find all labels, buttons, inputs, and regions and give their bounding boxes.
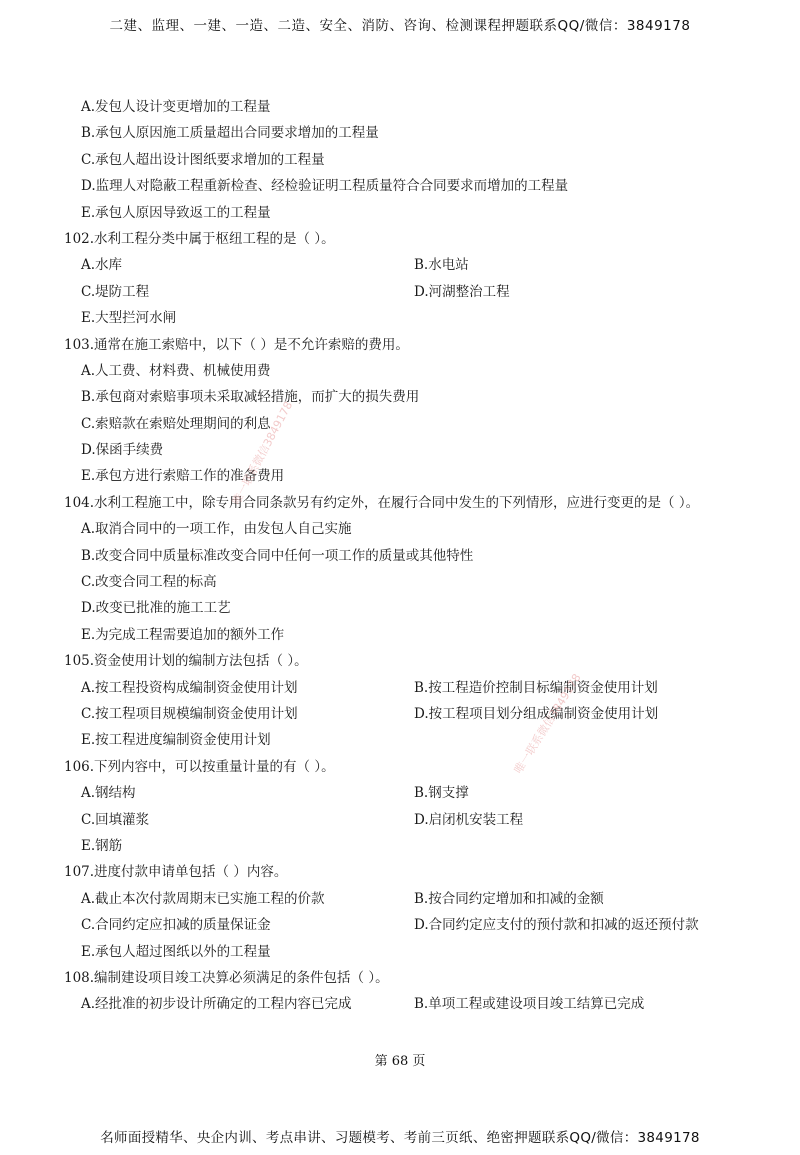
q101-option-d: D.监理人对隐蔽工程重新检查、经检验证明工程质量符合合同要求而增加的工程量 [81, 178, 569, 195]
q104-option-e: E.为完成工程需要追加的额外工作 [81, 626, 285, 643]
q102-row-ab [64, 252, 754, 278]
q105-stem: 105.资金使用计划的编制方法包括（ ）。 [64, 653, 308, 670]
q102-row-cd [64, 279, 754, 305]
q104-stem: 104.水利工程施工中，除专用合同条款另有约定外，在履行合同中发生的下列情形，应进行变更的是（ ）。 [64, 494, 700, 511]
q103-option-a: A.人工费、材料费、机械使用费 [81, 362, 271, 379]
watermark-text: 唯一联系微信3849178 [511, 671, 584, 776]
q105-row-cd [64, 701, 754, 727]
q105-option-e: E.按工程进度编制资金使用计划 [81, 732, 271, 749]
page-header: 二建、监理、一建、一造、二造、安全、消防、咨询、检测课程押题联系QQ/微信：3849178 [109, 18, 691, 34]
q105-row-ab [64, 675, 754, 701]
q101-option-e: E.承包人原因导致返工的工程量 [81, 204, 271, 221]
q105-option-c: C.按工程项目规模编制资金使用计划 [81, 705, 298, 722]
q103-option-b: B.承包商对索赔事项未采取减轻措施，而扩大的损失费用 [81, 389, 420, 406]
q106-option-e: E.钢筋 [81, 837, 123, 854]
q103-option-d: D.保函手续费 [81, 442, 164, 459]
q104-option-b: B.改变合同中质量标准改变合同中任何一项工作的质量或其他特性 [81, 547, 474, 564]
q107-option-a: A.截止本次付款周期末已实施工程的价款 [81, 890, 325, 907]
q104-option-c: C.改变合同工程的标高 [81, 574, 217, 591]
q102-option-e: E.大型拦河水闸 [81, 310, 177, 327]
q108-stem: 108.编制建设项目竣工决算必须满足的条件包括（ ）。 [64, 969, 389, 986]
question-list [64, 94, 754, 1018]
q106-row-ab [64, 780, 754, 806]
q106-option-a: A.钢结构 [81, 785, 136, 802]
q107-option-d: D.合同约定应支付的预付款和扣减的返还预付款 [414, 917, 699, 934]
q102-option-c: C.堤防工程 [81, 283, 150, 300]
q106-option-d: D.启闭机安装工程 [414, 811, 524, 828]
q101-option-a: A.发包人设计变更增加的工程量 [81, 99, 271, 115]
q106-row-cd [64, 807, 754, 833]
q107-row-cd [64, 912, 754, 938]
q103-option-c: C.索赔款在索赔处理期间的利息 [81, 415, 271, 432]
q101-option-b: B.承包人原因施工质量超出合同要求增加的工程量 [81, 125, 379, 142]
q106-option-c: C.回填灌浆 [81, 811, 150, 828]
q106-option-b: B.钢支撑 [414, 785, 469, 802]
q103-option-e: E.承包方进行索赔工作的准备费用 [81, 468, 285, 485]
q106-stem: 106.下列内容中，可以按重量计量的有（ ）。 [64, 758, 335, 775]
q105-option-a: A.按工程投资构成编制资金使用计划 [81, 679, 298, 696]
q107-row-ab [64, 886, 754, 912]
q103-stem: 103.通常在施工索赔中，以下（ ）是不允许索赔的费用。 [64, 336, 409, 353]
page-footer: 名师面授精华、央企内训、考点串讲、习题模考、考前三页纸、绝密押题联系QQ/微信：3849178 [100, 1130, 700, 1146]
q101-option-c: C.承包人超出设计图纸要求增加的工程量 [81, 151, 325, 168]
q108-option-a: A.经批准的初步设计所确定的工程内容已完成 [81, 996, 352, 1013]
q105-option-b: B.按工程造价控制目标编制资金使用计划 [414, 679, 658, 696]
q107-stem: 107.进度付款申请单包括（ ）内容。 [64, 864, 288, 881]
q104-option-d: D.改变已批准的施工工艺 [81, 600, 231, 617]
q102-option-b: B.水电站 [414, 257, 469, 274]
q102-option-a: A.水库 [81, 257, 123, 274]
page-number: 第 68 页 [374, 1054, 426, 1069]
q102-option-d: D.河湖整治工程 [414, 283, 510, 300]
watermark-text: 唯一联系微信3849178 [229, 399, 296, 508]
q105-option-d: D.按工程项目划分组成编制资金使用计划 [414, 705, 659, 722]
q108-row-ab [64, 991, 754, 1017]
q108-option-b: B.单项工程或建设项目竣工结算已完成 [414, 996, 645, 1013]
q104-option-a: A.取消合同中的一项工作，由发包人自己实施 [81, 521, 352, 538]
q107-option-c: C.合同约定应扣减的质量保证金 [81, 917, 271, 934]
q107-option-b: B.按合同约定增加和扣减的金额 [414, 890, 604, 907]
q107-option-e: E.承包人超过图纸以外的工程量 [81, 943, 271, 960]
q102-stem: 102.水利工程分类中属于枢纽工程的是（ ）。 [64, 230, 335, 247]
